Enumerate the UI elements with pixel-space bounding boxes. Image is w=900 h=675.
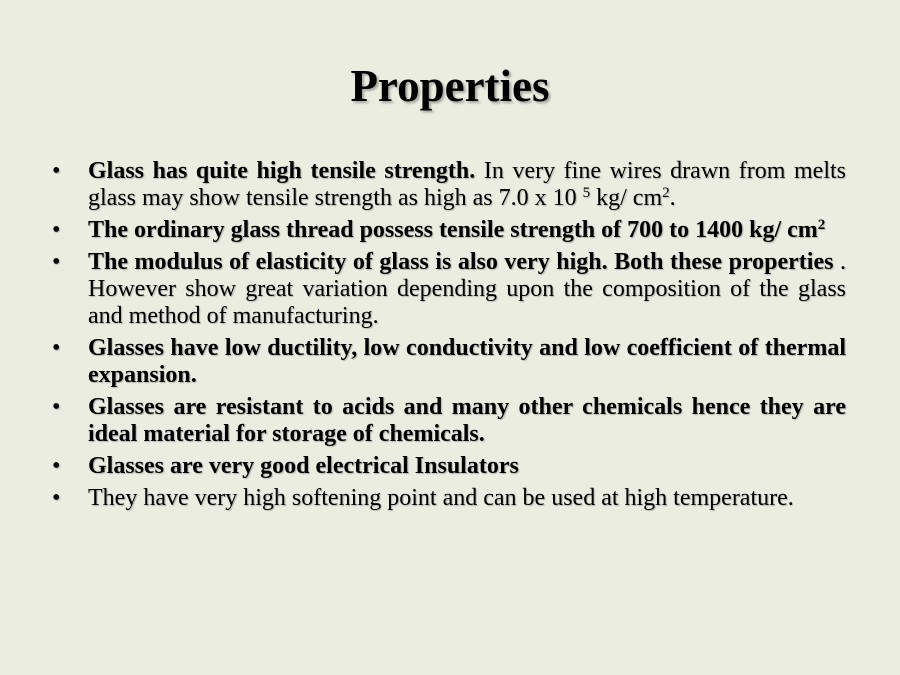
bullet-icon: •	[52, 249, 61, 275]
bullet-bold-text: The modulus of elasticity of glass is also very high. Both these properties	[88, 249, 834, 275]
bullet-icon: •	[52, 453, 61, 479]
bullet-list	[52, 158, 846, 517]
bullet-bold-text: Glass has quite high tensile strength.	[88, 158, 476, 184]
bullet-icon: •	[52, 158, 61, 184]
bullet-bold-text: Glasses are very good electrical Insulators	[88, 453, 519, 479]
bullet-bold-text: Glasses are resistant to acids and many other chemicals hence they are ideal material for storage of chemicals.	[88, 394, 846, 447]
slide-title: Properties	[350, 61, 550, 111]
superscript: 2	[817, 217, 826, 233]
list-item	[52, 453, 846, 480]
bullet-bold-text: Glasses have low ductility, low conductivity and low coefficient of thermal expansion.	[88, 335, 846, 388]
bullet-text: In very fine wires drawn from melts glass may show tensile strength as high as 7.0 x 10	[88, 158, 846, 211]
bullet-bold-text: The ordinary glass thread possess tensile strength of 700 to 1400 kg/ cm	[88, 217, 818, 243]
list-item	[52, 485, 846, 512]
superscript: 5	[582, 185, 591, 201]
list-item	[52, 158, 846, 212]
superscript: 2	[662, 185, 670, 201]
bullet-text: .	[669, 185, 676, 211]
bullet-text: They have very high softening point and can be used at high temperature.	[88, 485, 794, 511]
bullet-text: kg/ cm	[590, 185, 663, 211]
bullet-icon: •	[52, 217, 61, 243]
bullet-icon: •	[52, 335, 61, 361]
list-item	[52, 394, 846, 448]
list-item	[52, 217, 846, 244]
bullet-icon: •	[52, 394, 61, 420]
list-item	[52, 335, 846, 389]
list-item	[52, 249, 846, 330]
bullet-icon: •	[52, 485, 61, 511]
bullet-text: . However show great variation depending upon the composition of the glass and method of manufacturing.	[88, 249, 846, 329]
